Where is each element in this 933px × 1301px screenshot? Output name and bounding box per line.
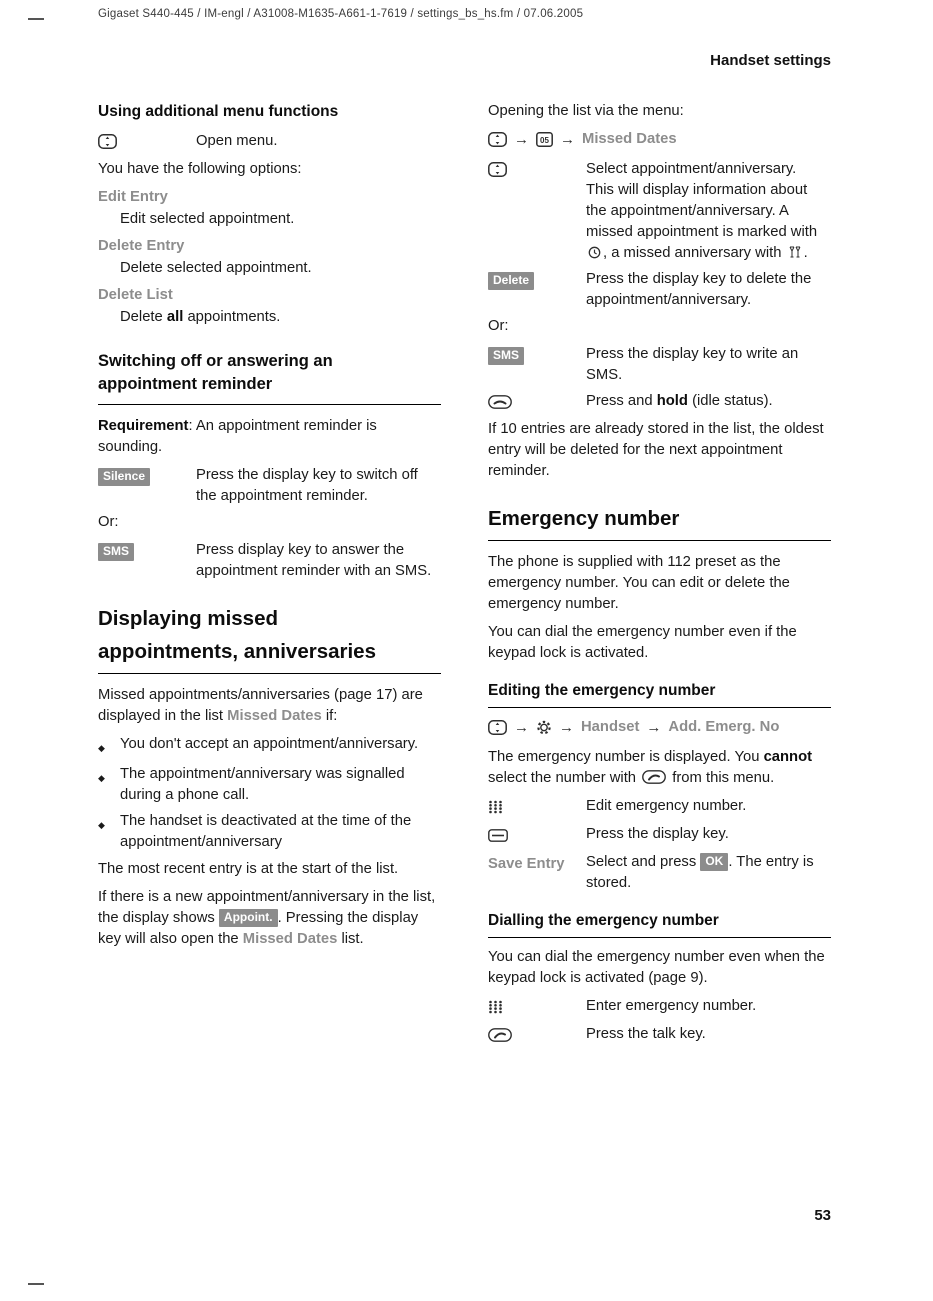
body-text: If there is a new appointment/anniversary in the list, the display shows Appoint. . Pressing the display key will also open the Missed Dates list.: [98, 889, 436, 947]
bold-text: cannot: [763, 749, 813, 765]
ok-display-key-badge: OK: [700, 853, 728, 871]
body-text: You can dial the emergency number even if the keypad lock is activated.: [488, 624, 797, 661]
glasses-icon: [788, 246, 802, 259]
arrow-icon: →: [646, 719, 662, 736]
instruction-row-end-call: [488, 391, 831, 414]
menu-ref-add-emerg-no: Add. Emerg. No: [668, 719, 780, 735]
arrow-icon: →: [514, 131, 529, 148]
chapter-title-missed: Displaying missed appointments, anniversaries: [98, 602, 441, 674]
bullet-item: ◆ You don't accept an appointment/anniversary.: [98, 734, 441, 759]
key-cell: [488, 796, 586, 819]
key-cell: [488, 159, 586, 264]
body-text: appointments.: [183, 309, 281, 325]
menu-ref-handset: Handset: [581, 719, 640, 735]
document-meta: Gigaset S440-445 / IM-engl / A31008-M1635-A661-1-7619 / settings_bs_hs.fm / 07.06.2005: [98, 8, 584, 20]
instruction-text: Press the display key to write an SMS.: [586, 346, 799, 383]
instruction-row-display-key: [488, 824, 831, 847]
section-title-menu-functions: Using additional menu functions: [98, 103, 339, 120]
body-text: The emergency number is displayed. You cannot select the number with from this menu.: [488, 749, 813, 786]
menu-option-label: Delete List: [98, 287, 173, 303]
crop-mark-top-left: [28, 18, 44, 20]
instruction-row-edit-number: [488, 796, 831, 819]
instruction-text: Press the display key.: [586, 826, 729, 842]
body-text: The phone is supplied with 112 preset as the emergency number. You can edit or delete the emergency number.: [488, 554, 790, 612]
body-text: Missed appointments/anniversaries (page 17) are displayed in the list Missed Dates if:: [98, 687, 423, 724]
bullet-item: ◆ The handset is deactivated at the time of the appointment/anniversary: [98, 811, 441, 853]
instruction-text: Edit emergency number.: [586, 798, 747, 814]
instruction-text: Press display key to answer the appointment reminder with an SMS.: [196, 542, 432, 579]
key-cell: [488, 824, 586, 847]
arrow-icon: →: [514, 719, 529, 736]
or-text: Or:: [98, 514, 119, 530]
control-key-icon: [488, 720, 507, 735]
arrow-icon: →: [560, 131, 575, 148]
instruction-row-save-entry: [488, 852, 831, 894]
bold-text: Requirement: [98, 418, 189, 434]
bullet-icon: ◆: [98, 743, 105, 753]
key-cell: [488, 344, 586, 386]
appoint-display-key-badge: Appoint.: [219, 909, 278, 927]
section-title-editing-emergency: Editing the emergency number: [488, 680, 831, 708]
body-text: If 10 entries are already stored in the list, the oldest entry will be deleted for the next appointment reminder.: [488, 421, 824, 479]
menu-ref-missed-dates: Missed Dates: [582, 131, 677, 147]
right-column: [488, 101, 831, 1052]
instruction-text: Enter emergency number.: [586, 998, 757, 1014]
control-key-icon: [488, 132, 507, 147]
instruction-text: Press and hold (idle status).: [586, 393, 773, 409]
end-call-key-icon: [488, 395, 512, 409]
section-title-dialling-emergency: Dialling the emergency number: [488, 910, 831, 938]
instruction-row-talk-key: [488, 1024, 831, 1047]
instruction-text: Select appointment/anniversary. This will display information about the appointment/anniversary. A missed appointment is marked with , a missed anniversary with .: [586, 161, 818, 261]
instruction-text: Open menu.: [196, 133, 278, 149]
menu-option-text: [120, 307, 441, 328]
menu-option-text: Edit selected appointment.: [120, 211, 295, 227]
instruction-row-silence: [98, 465, 441, 507]
key-cell: [98, 465, 196, 507]
menu-ref-missed-dates: Missed Dates: [242, 931, 338, 947]
instruction-row-sms: [488, 344, 831, 386]
instruction-row-delete: [488, 269, 831, 311]
key-cell: [98, 131, 196, 154]
bullet-icon: ◆: [98, 773, 105, 783]
key-cell: [488, 1024, 586, 1047]
or-text: Or:: [488, 318, 509, 334]
menu-option-label: Edit Entry: [98, 189, 168, 205]
instruction-text: Press the talk key.: [586, 1026, 706, 1042]
svg-text:05: 05: [540, 136, 549, 145]
key-cell: [488, 391, 586, 414]
menu-option-label: Delete Entry: [98, 238, 185, 254]
body-text: Delete: [120, 309, 167, 325]
running-head: Handset settings: [710, 52, 831, 69]
instruction-text: Press the display key to switch off the appointment reminder.: [196, 467, 418, 504]
gear-icon: [536, 720, 552, 735]
sms-display-key-badge: SMS: [98, 543, 134, 561]
requirement-text: Requirement: An appointment reminder is sounding.: [98, 418, 377, 455]
instruction-row-enter-number: [488, 996, 831, 1019]
clock-icon: [588, 246, 601, 259]
delete-display-key-badge: Delete: [488, 272, 534, 290]
instruction-row-sms: [98, 540, 441, 582]
display-key-icon: [488, 829, 508, 842]
page-number: 53: [814, 1207, 831, 1224]
keypad-icon: [488, 800, 503, 814]
crop-mark-bottom-left: [28, 1283, 44, 1285]
instruction-text: Press the display key to delete the appointment/anniversary.: [586, 271, 812, 308]
body-text: You can dial the emergency number even when the keypad lock is activated (page 9).: [488, 949, 825, 986]
silence-display-key-badge: Silence: [98, 468, 150, 486]
keypad-icon: [488, 1000, 503, 1014]
chapter-title-emergency: Emergency number: [488, 502, 831, 541]
body-text: Opening the list via the menu:: [488, 103, 684, 119]
instruction-text: Select and press OK . The entry is stored.: [586, 854, 814, 891]
bold-text: all: [166, 309, 184, 325]
instruction-row-open-menu: [98, 131, 441, 154]
calendar-key-icon: [536, 132, 553, 147]
key-cell: [488, 996, 586, 1019]
section-title-switching-off: Switching off or answering an appointment reminder: [98, 350, 441, 405]
sms-display-key-badge: SMS: [488, 347, 524, 365]
menu-path-add-emergency: [488, 717, 831, 738]
control-key-icon: [488, 162, 507, 177]
bullet-item: ◆ The appointment/anniversary was signalled during a phone call.: [98, 764, 441, 806]
talk-key-icon: [488, 1028, 512, 1042]
instruction-row-select: [488, 159, 831, 264]
body-text: The most recent entry is at the start of the list.: [98, 861, 399, 877]
menu-path-missed-dates: [488, 129, 831, 150]
arrow-icon: →: [559, 719, 574, 736]
menu-ref-save-entry: Save Entry: [488, 856, 565, 872]
key-cell: [488, 269, 586, 311]
bullet-icon: ◆: [98, 820, 105, 830]
talk-key-icon: [642, 770, 666, 784]
bold-text: hold: [656, 393, 688, 409]
control-key-icon: [98, 134, 117, 149]
menu-option-text: Delete selected appointment.: [120, 260, 312, 276]
key-cell: [98, 540, 196, 582]
body-text: You have the following options:: [98, 161, 302, 177]
menu-ref-missed-dates: Missed Dates: [227, 708, 322, 724]
left-column: [98, 101, 441, 957]
